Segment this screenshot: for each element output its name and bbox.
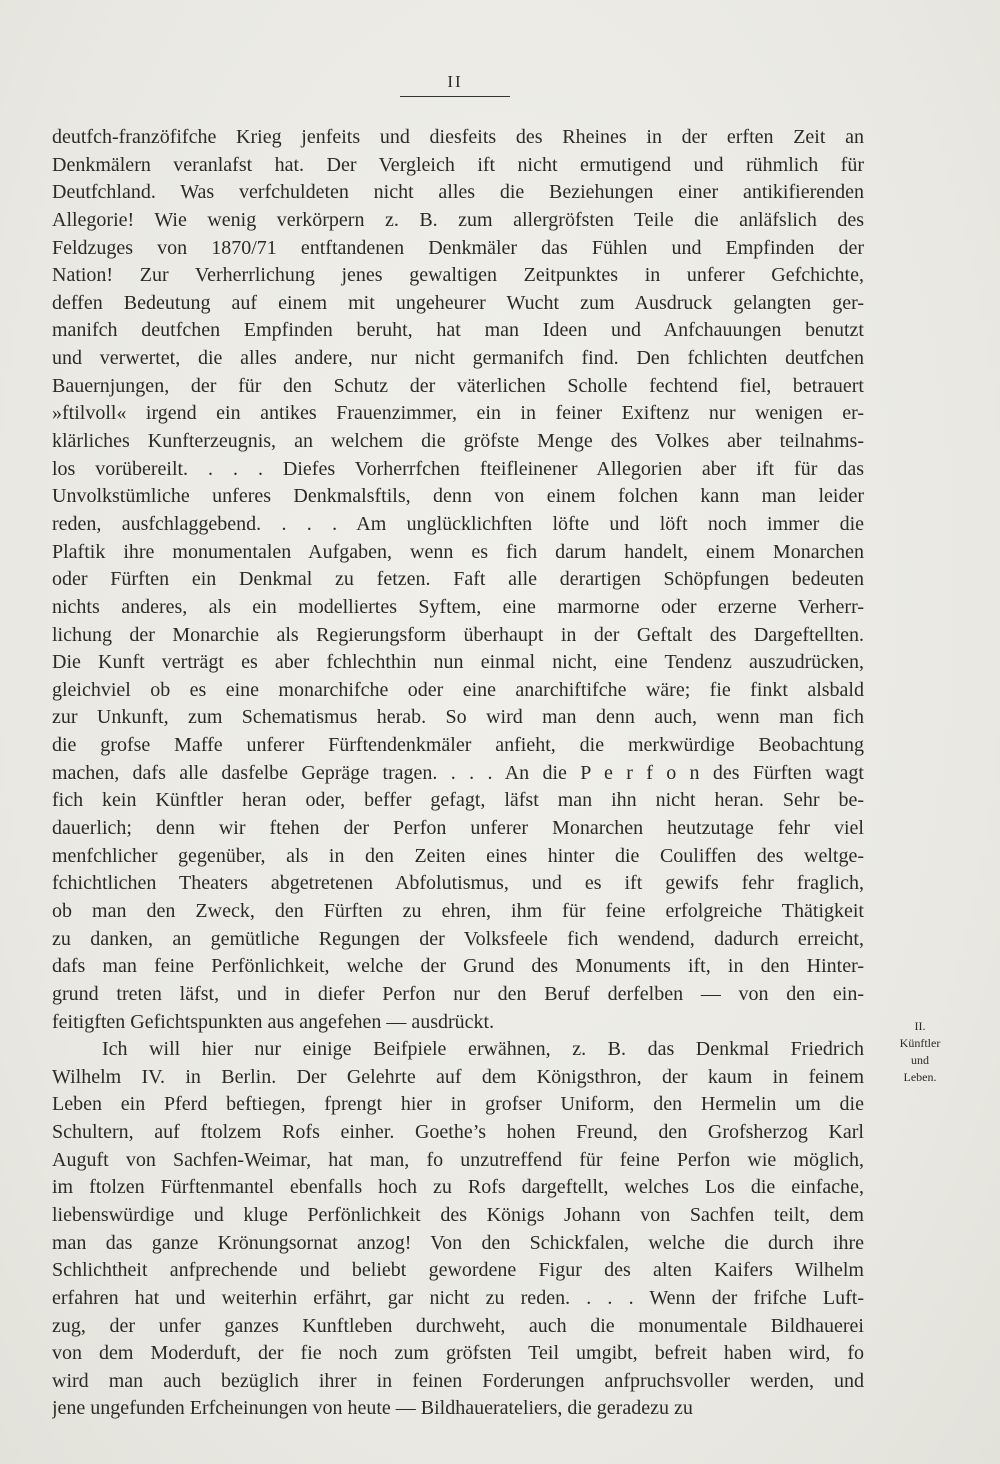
text-line: Leben ein Pferd beftiegen, fprengt hier in grofser Uniform, den Hermelin um die — [52, 1093, 864, 1116]
text-line: deffen Bedeutung auf einem mit ungeheurer Wucht zum Ausdruck gelangten ger- — [52, 291, 864, 314]
text-line: wird man auch bezüglich ihrer in feinen Forderungen anfpruchsvoller werden, und — [52, 1369, 864, 1392]
text-line: jene ungefunden Erfcheinungen von heute — Bildhauerateliers, die geradezu zu — [52, 1397, 693, 1420]
text-line: fchichtlichen Theaters abgetretenen Abfolutismus, und es ift gewifs fehr fraglich, — [52, 872, 864, 895]
header-rule — [400, 96, 510, 97]
text-line: nichts anderes, als ein modelliertes Syftem, eine marmorne oder erzerne Verherr- — [52, 595, 864, 618]
text-line: Schlichtheit anfprechende und beliebt gewordene Figur des alten Kaifers Wilhelm — [52, 1259, 864, 1282]
text-line: von dem Moderduft, der fie noch zum gröfsten Teil umgibt, befreit haben wird, fo — [52, 1342, 864, 1365]
text-line: Wilhelm IV. in Berlin. Der Gelehrte auf dem Königsthron, der kaum in feinem — [52, 1065, 864, 1088]
margin-note-line: Leben. — [903, 1070, 937, 1084]
text-line: manifch deutfchen Empfinden beruht, hat man Ideen und Anfchauungen benutzt — [52, 319, 864, 342]
text-line: erfahren hat und weiterhin erfährt, gar nicht zu reden. . . . Wenn der frifche Luft- — [52, 1286, 864, 1309]
margin-note — [880, 1018, 960, 1086]
text-line: Deutfchland. Was verfchuldeten nicht alles die Beziehungen einer antikifierenden — [52, 181, 864, 204]
text-line: man das ganze Krönungsornat anzog! Von den Schickfalen, welche die durch ihre — [52, 1231, 864, 1254]
text-line: zur Unkunft, zum Schematismus herab. So wird man denn auch, wenn man fich — [52, 706, 864, 729]
text-line: Die Kunft verträgt es aber fchlechthin nun einmal nicht, eine Tendenz auszudrücken, — [52, 651, 864, 674]
text-line: oder Fürften ein Denkmal zu fetzen. Faft alle derartigen Schöpfungen bedeuten — [52, 568, 864, 591]
text-line: fich kein Künftler heran oder, beffer gefagt, läfst man ihn nicht heran. Sehr be- — [52, 789, 864, 812]
text-line: ob man den Zweck, den Fürften zu ehren, ihm für feine erfolgreiche Thätigkeit — [52, 899, 864, 922]
text-line: Allegorie! Wie wenig verkörpern z. B. zum allergröfsten Teile die anläfslich des — [52, 208, 864, 231]
text-line: Ich will hier nur einige Beifpiele erwähnen, z. B. das Denkmal Friedrich — [102, 1038, 864, 1061]
margin-note-line: II. — [914, 1019, 926, 1033]
text-line: dafs man feine Perfönlichkeit, welche der Grund des Monuments ift, in den Hinter- — [52, 955, 864, 978]
text-line: die grofse Maffe unferer Fürftendenkmäler anfieht, die merkwürdige Beobachtung — [52, 734, 864, 757]
text-line: klärliches Kunfterzeugnis, an welchem die gröfste Menge des Volkes aber teilnahms- — [52, 430, 864, 453]
text-line: Auguft von Sachfen-Weimar, hat man, fo unzutreffend für feine Perfon wie möglich, — [52, 1148, 864, 1171]
text-line: Nation! Zur Verherrlichung jenes gewaltigen Zeitpunktes in unferer Gefchichte, — [52, 264, 864, 287]
text-line: dauerlich; denn wir ftehen der Perfon unferer Monarchen heutzutage fehr viel — [52, 817, 864, 840]
text-line: feitigften Gefichtspunkten aus angefehen — ausdrückt. — [52, 1010, 495, 1033]
text-line: menfchlicher gegenüber, als in den Zeiten eines hinter die Couliffen des weltge- — [52, 844, 864, 867]
text-line: Unvolkstümliche unferes Denkmalsftils, denn von einem folchen kann man leider — [52, 485, 864, 508]
text-line: liebenswürdige und kluge Perfönlichkeit des Königs Johann von Sachfen teilt, dem — [52, 1203, 864, 1226]
text-line: grund treten läfst, und in diefer Perfon nur den Beruf derfelben — von den ein- — [52, 982, 864, 1005]
text-line: Plaftik ihre monumentalen Aufgaben, wenn es fich darum handelt, einem Monarchen — [52, 540, 864, 563]
text-line: Bauernjungen, der für den Schutz der väterlichen Scholle fechtend fiel, betrauert — [52, 374, 864, 397]
text-line: und verwertet, die alles andere, nur nicht germanifch find. Den fchlichten deutfchen — [52, 347, 864, 370]
text-line: machen, dafs alle dasfelbe Gepräge tragen. . . . An die P e r f o n des Fürften wagt — [52, 761, 864, 784]
text-line: reden, ausfchlaggebend. . . . Am unglücklichften löfte und löft noch immer die — [52, 512, 864, 535]
text-line: gleichviel ob es eine monarchifche oder eine anarchiftifche wäre; fie finkt alsbald — [52, 678, 864, 701]
text-line: im ftolzen Fürftenmantel ebenfalls hoch zu Rofs dargeftellt, welches Los die einfache, — [52, 1176, 864, 1199]
text-line: Schultern, auf ftolzem Rofs einher. Goethe’s hohen Freund, den Grofsherzog Karl — [52, 1121, 864, 1144]
margin-note-line: Künftler — [899, 1036, 941, 1050]
text-line: Denkmälern veranlafst hat. Der Vergleich ift nicht ermutigend und rühmlich für — [52, 153, 864, 176]
text-line: zu danken, an gemütliche Regungen der Volksfeele fich wendend, dadurch erreicht, — [52, 927, 864, 950]
text-line: lichung der Monarchie als Regierungsform überhaupt in der Geftalt des Dargeftellten. — [52, 623, 864, 646]
text-line: Feldzuges von 1870/71 entftandenen Denkmäler das Fühlen und Empfinden der — [52, 236, 864, 259]
margin-note-line: und — [911, 1053, 929, 1067]
text-line: deutfch-franzöfifche Krieg jenfeits und diesfeits des Rheines in der erften Zeit an — [52, 126, 864, 148]
page-number: II — [447, 72, 463, 91]
text-line: zug, der unfer ganzes Kunftleben durchweht, auch die monumentale Bildhauerei — [52, 1314, 864, 1337]
text-line: »ftilvoll« irgend ein antikes Frauenzimmer, ein in feiner Exiftenz nur wenigen er- — [52, 402, 864, 425]
body-text — [52, 124, 864, 1423]
text-line: los vorübereilt. . . . Diefes Vorherrfchen fteifleinener Allegorien aber ift für das — [52, 457, 864, 480]
